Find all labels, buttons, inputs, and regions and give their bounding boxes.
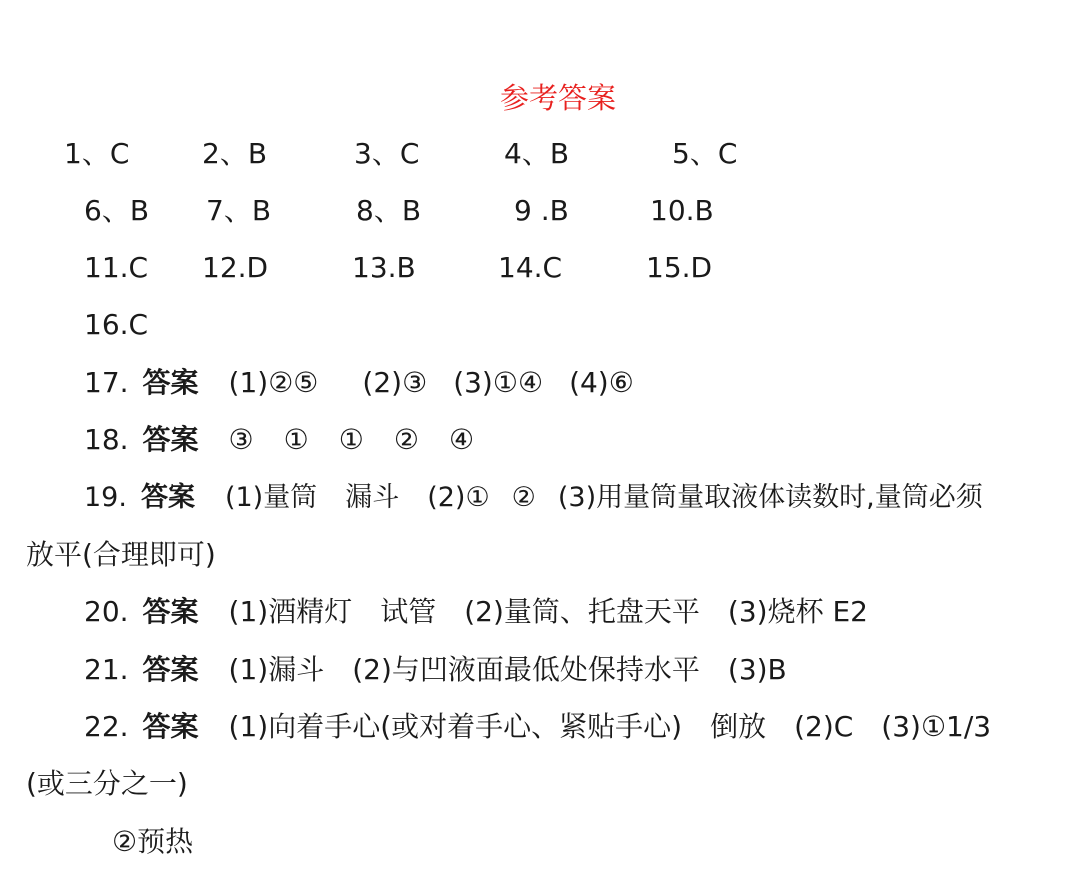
answer-part: 漏斗 (345, 482, 400, 513)
question-number: 20. (84, 595, 129, 628)
answer-label: 答案 (142, 366, 199, 399)
answer-part: (3)烧杯 E2 (727, 595, 868, 628)
answer-part: (2)③ (362, 366, 428, 399)
mc-answer-10: 10.B (650, 194, 714, 227)
answer-part: (1)量筒 (224, 482, 318, 513)
mc-answer-11: 11.C (84, 251, 149, 284)
answer-line-20 (84, 595, 868, 628)
question-number: 17. (84, 366, 129, 399)
answer-line-22 (84, 710, 992, 743)
answer-label: 答案 (140, 482, 195, 513)
answer-part: (3)B (727, 653, 787, 686)
mc-answer-9: 9 .B (514, 194, 569, 227)
answer-line-19-cont: 放平(合理即可) (26, 538, 216, 571)
mc-answer-6: 6、B (84, 194, 150, 227)
answer-part: (4)⑥ (569, 366, 634, 399)
question-number: 19. (84, 482, 127, 513)
answer-part: 试管 (380, 595, 437, 628)
answer-part: ③ (228, 423, 254, 456)
answer-part: ① (283, 423, 309, 456)
answer-part: ② (511, 482, 536, 513)
answer-label: 答案 (142, 710, 199, 743)
answer-part: ① (338, 423, 364, 456)
mc-answer-4: 4、B (504, 137, 570, 170)
question-number: 22. (84, 710, 129, 743)
answer-part: ④ (448, 423, 475, 456)
answer-label: 答案 (142, 653, 199, 686)
answer-part: (3)①④ (453, 366, 544, 399)
answer-line-17 (84, 366, 634, 399)
mc-answer-2: 2、B (202, 137, 268, 170)
answer-part: (1)酒精灯 (228, 595, 353, 628)
answer-part: (3)①1/3 (881, 710, 992, 743)
answer-line-21 (84, 653, 787, 686)
answer-label: 答案 (142, 423, 199, 456)
answer-line-22-cont2: ②预热 (112, 825, 194, 858)
mc-answer-13: 13.B (352, 251, 416, 284)
question-number: 18. (84, 423, 129, 456)
answer-part: ② (393, 423, 419, 456)
mc-answer-12: 12.D (202, 251, 269, 284)
answer-line-18 (84, 423, 475, 456)
answer-part: (1)向着手心(或对着手心、紧贴手心) (228, 710, 683, 743)
answer-part: (2)量筒、托盘天平 (464, 595, 700, 628)
answer-part: (2)C (794, 710, 854, 743)
mc-answer-8: 8、B (356, 194, 422, 227)
page-title: 参考答案 (500, 81, 617, 115)
mc-answer-7: 7、B (206, 194, 272, 227)
answer-part: (2)① (427, 482, 490, 513)
mc-answer-16: 16.C (84, 308, 149, 341)
answer-part: (2)与凹液面最低处保持水平 (352, 653, 700, 686)
answer-part: (3)用量筒量取液体读数时,量筒必须 (557, 482, 983, 513)
mc-answer-15: 15.D (646, 251, 713, 284)
mc-answer-3: 3、C (354, 137, 420, 170)
mc-answer-14: 14.C (498, 251, 563, 284)
answer-part: 倒放 (710, 710, 767, 743)
answer-part: (1)漏斗 (228, 653, 325, 686)
answer-line-22-cont: (或三分之一) (26, 767, 188, 800)
mc-answer-1: 1、C (64, 137, 130, 170)
answer-line-19 (84, 484, 983, 511)
answer-label: 答案 (142, 595, 199, 628)
answer-part: (1)②⑤ (228, 366, 319, 399)
mc-answer-5: 5、C (672, 137, 738, 170)
question-number: 21. (84, 653, 129, 686)
